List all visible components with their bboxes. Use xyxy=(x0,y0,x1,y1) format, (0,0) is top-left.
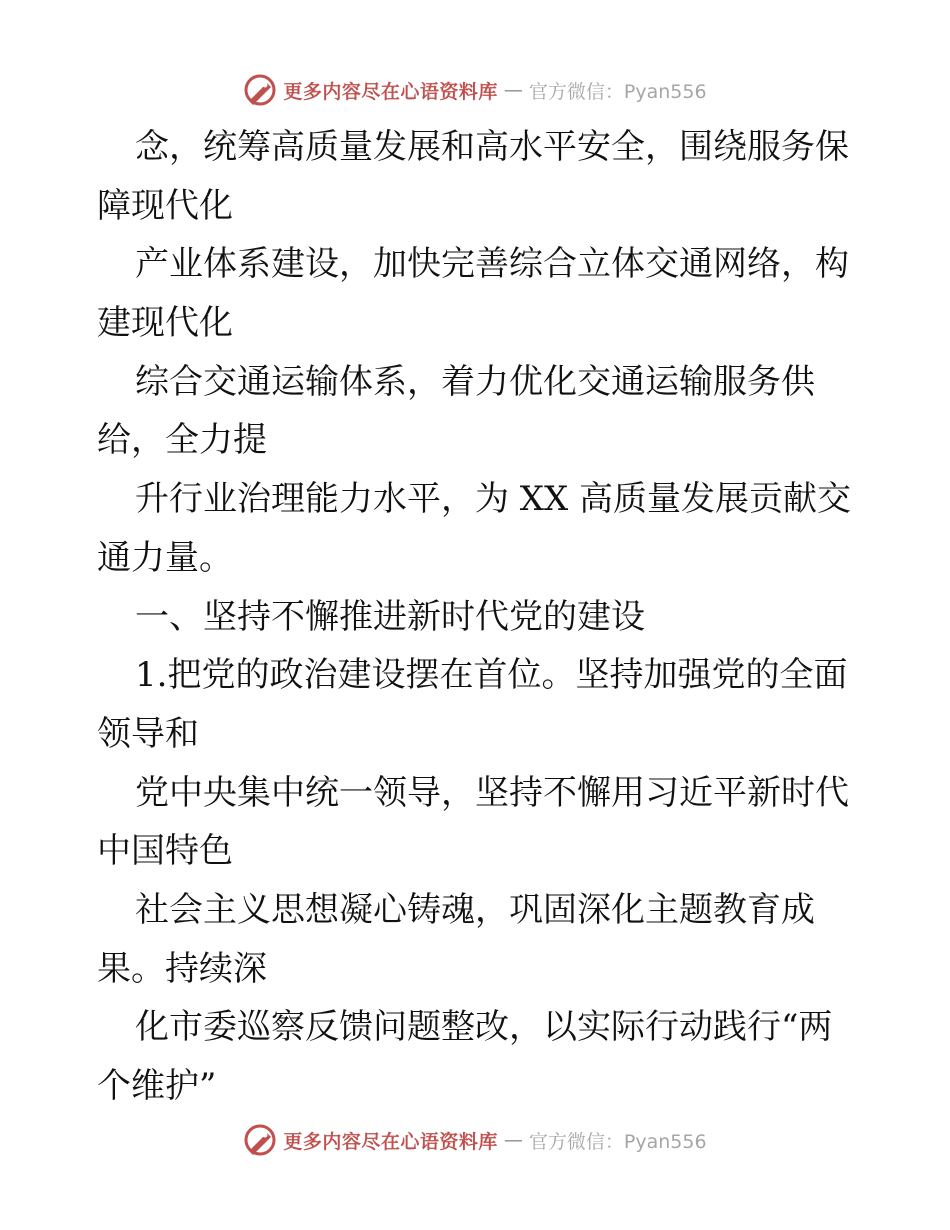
body-line: 个维护” xyxy=(97,1066,217,1106)
body-line: 党中央集中统一领导，坚持不懈用习近平新时代 xyxy=(135,772,849,813)
header-dash: — xyxy=(503,79,523,101)
body-line: 果。持续深 xyxy=(97,948,267,989)
body-line: 中国特色 xyxy=(97,831,233,872)
body-line: 升行业治理能力水平，为 XX 高质量发展贡献交 xyxy=(135,479,852,520)
header-watermark xyxy=(0,70,950,110)
body-line: 综合交通运输体系，着力优化交通运输服务供 xyxy=(135,361,815,402)
footer-site-text: 更多内容尽在心语资料库 xyxy=(283,1130,498,1153)
body-line: 给，全力提 xyxy=(97,420,267,461)
section-heading: 一、坚持不懈推进新时代党的建设 xyxy=(135,596,645,637)
header-site-text: 更多内容尽在心语资料库 xyxy=(283,80,498,103)
body-line: 通力量。 xyxy=(97,537,233,578)
body-line: 产业体系建设，加快完善综合立体交通网络，构 xyxy=(135,244,849,285)
header-wechat-text: 官方微信：Pyan556 xyxy=(528,80,707,103)
footer-wechat-text: 官方微信：Pyan556 xyxy=(528,1130,707,1153)
body-line: 化市委巡察反馈问题整改，以实际行动践行“两 xyxy=(135,1007,833,1048)
footer-watermark xyxy=(0,1120,950,1160)
body-line: 1.把党的政治建设摆在首位。坚持加强党的全面 xyxy=(135,655,848,696)
pen-logo-icon xyxy=(243,73,277,107)
document-body xyxy=(97,118,857,1116)
body-line: 社会主义思想凝心铸魂，巩固深化主题教育成 xyxy=(135,889,815,930)
body-line: 障现代化 xyxy=(97,185,233,226)
body-line: 建现代化 xyxy=(97,303,233,344)
body-line: 念，统筹高质量发展和高水平安全，围绕服务保 xyxy=(135,127,849,167)
body-line: 领导和 xyxy=(97,713,199,754)
footer-dash: — xyxy=(503,1129,523,1151)
pen-logo-icon xyxy=(243,1123,277,1157)
